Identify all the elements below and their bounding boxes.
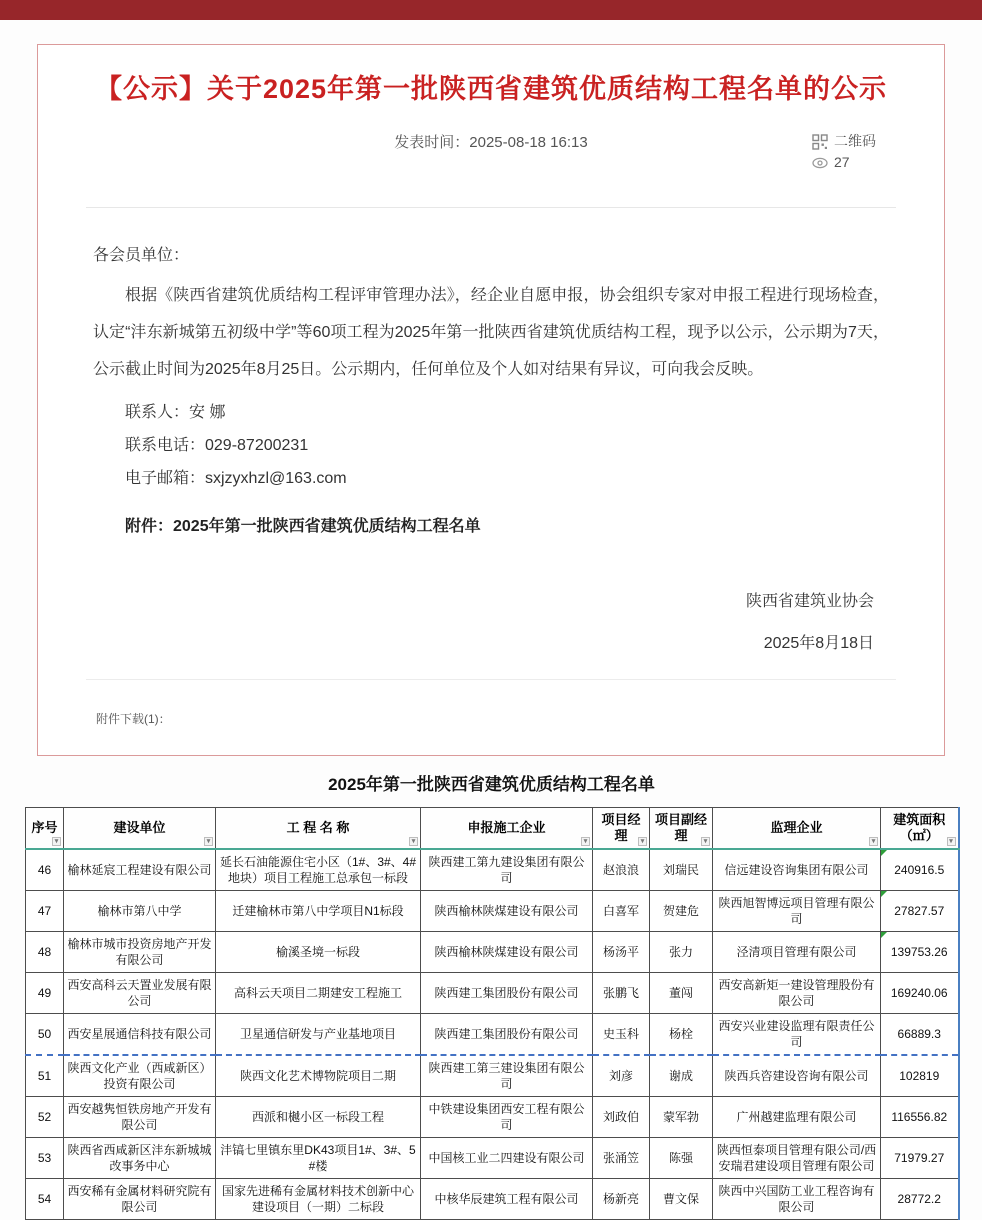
filter-dropdown-icon[interactable]: ▾ xyxy=(869,837,878,846)
cell-contractor: 陕西榆林陕煤建设有限公司 xyxy=(421,891,593,932)
announcement-paragraph: 根据《陕西省建筑优质结构工程评审管理办法》，经企业自愿申报，协会组织专家对申报工程进行现场检查，认定“沣东新城第五初级中学”等60项工程为2025年第一批陕西省建筑优质结构工程，现予以公示，公示期为7天，公示截止时间为2025年8月25日。公示期内，任何单位及个人如对结果有异议，可向我会反映。 xyxy=(93,287,889,378)
cell-owner: 榆林市城市投资房地产开发有限公司 xyxy=(64,932,216,973)
cell-project: 西派和樾小区一标段工程 xyxy=(216,1097,421,1138)
announcement-panel xyxy=(37,44,945,756)
table-header-row xyxy=(26,808,959,850)
header-manager: 项目经理 ▾ xyxy=(593,808,650,850)
filter-dropdown-icon[interactable]: ▾ xyxy=(52,837,61,846)
view-count: 27 xyxy=(834,154,850,170)
divider-top xyxy=(86,207,896,208)
cell-area: 102819 xyxy=(881,1055,959,1097)
cell-no: 50 xyxy=(26,1014,64,1056)
cell-contractor: 陕西建工第九建设集团有限公司 xyxy=(421,849,593,891)
cell-no: 51 xyxy=(26,1055,64,1097)
cell-owner: 陕西文化产业（西咸新区）投资有限公司 xyxy=(64,1055,216,1097)
cell-project: 延长石油能源住宅小区（1#、3#、4#地块）项目工程施工总承包一标段 xyxy=(216,849,421,891)
cell-deputy: 杨栓 xyxy=(650,1014,713,1056)
cell-no: 46 xyxy=(26,849,64,891)
signature-date: 2025年8月18日 xyxy=(763,635,874,652)
table-row xyxy=(26,1138,959,1179)
filter-dropdown-icon[interactable]: ▾ xyxy=(947,837,956,846)
cell-manager: 白喜军 xyxy=(593,891,650,932)
green-corner-flag xyxy=(881,932,887,938)
signature-block xyxy=(38,588,944,653)
cell-deputy: 张力 xyxy=(650,932,713,973)
filter-dropdown-icon[interactable]: ▾ xyxy=(581,837,590,846)
filter-dropdown-icon[interactable]: ▾ xyxy=(204,837,213,846)
cell-manager: 赵浪浪 xyxy=(593,849,650,891)
qr-code-row[interactable] xyxy=(812,131,876,152)
cell-supervisor: 西安高新矩一建设管理股份有限公司 xyxy=(713,973,881,1014)
header-project: 工 程 名 称 ▾ xyxy=(216,808,421,850)
cell-area: 169240.06 xyxy=(881,973,959,1014)
table-row xyxy=(26,1179,959,1220)
filter-dropdown-icon[interactable]: ▾ xyxy=(409,837,418,846)
cell-manager: 杨汤平 xyxy=(593,932,650,973)
cell-contractor: 陕西建工集团股份有限公司 xyxy=(421,973,593,1014)
contact-person: 联系人：安 娜 xyxy=(125,404,226,421)
cell-owner: 榆林延宸工程建设有限公司 xyxy=(64,849,216,891)
meta-row xyxy=(38,133,944,181)
attachment-sheet xyxy=(25,770,958,1220)
cell-contractor: 中铁建设集团西安工程有限公司 xyxy=(421,1097,593,1138)
cell-deputy: 陈强 xyxy=(650,1138,713,1179)
cell-supervisor: 陕西兵咨建设咨询有限公司 xyxy=(713,1055,881,1097)
cell-supervisor: 陕西中兴国防工业工程咨询有限公司 xyxy=(713,1179,881,1220)
table-row xyxy=(26,932,959,973)
cell-owner: 西安高科云天置业发展有限公司 xyxy=(64,973,216,1014)
cell-contractor: 中核华辰建筑工程有限公司 xyxy=(421,1179,593,1220)
project-table-body xyxy=(26,849,959,1220)
header-supervisor: 监理企业 ▾ xyxy=(713,808,881,850)
cell-supervisor: 陕西旭智博远项目管理有限公司 xyxy=(713,891,881,932)
cell-owner: 西安越隽恒铁房地产开发有限公司 xyxy=(64,1097,216,1138)
top-red-bar xyxy=(0,0,982,20)
header-no: 序号 ▾ xyxy=(26,808,64,850)
publish-time: 发表时间：2025-08-18 16:13 xyxy=(394,134,588,151)
cell-project: 国家先进稀有金属材料技术创新中心建设项目（一期）二标段 xyxy=(216,1179,421,1220)
cell-supervisor: 泾清项目管理有限公司 xyxy=(713,932,881,973)
cell-area: 66889.3 xyxy=(881,1014,959,1056)
signature-org: 陕西省建筑业协会 xyxy=(745,593,874,610)
cell-contractor: 陕西榆林陕煤建设有限公司 xyxy=(421,932,593,973)
cell-area: 240916.5 xyxy=(881,849,959,891)
attachment-line: 附件：2025年第一批陕西省建筑优质结构工程名单 xyxy=(125,518,481,535)
table-row xyxy=(26,891,959,932)
attachment-download-label[interactable]: 附件下载(1)： xyxy=(96,712,171,726)
eye-icon xyxy=(812,157,828,169)
table-row xyxy=(26,1097,959,1138)
cell-owner: 西安星展通信科技有限公司 xyxy=(64,1014,216,1056)
table-row xyxy=(26,1055,959,1097)
cell-manager: 史玉科 xyxy=(593,1014,650,1056)
cell-deputy: 谢成 xyxy=(650,1055,713,1097)
contact-email: 电子邮箱：sxjzyxhzl@163.com xyxy=(125,470,347,487)
cell-deputy: 贺建危 xyxy=(650,891,713,932)
cell-project: 迁建榆林市第八中学项目N1标段 xyxy=(216,891,421,932)
cell-project: 沣镐七里镇东里DK43项目1#、3#、5#楼 xyxy=(216,1138,421,1179)
cell-project: 高科云天项目二期建安工程施工 xyxy=(216,973,421,1014)
cell-area: 27827.57 xyxy=(881,891,959,932)
cell-no: 54 xyxy=(26,1179,64,1220)
table-row xyxy=(26,1014,959,1056)
cell-contractor: 陕西建工集团股份有限公司 xyxy=(421,1014,593,1056)
cell-area: 28772.2 xyxy=(881,1179,959,1220)
cell-project: 卫星通信研发与产业基地项目 xyxy=(216,1014,421,1056)
table-row xyxy=(26,973,959,1014)
project-table xyxy=(25,807,960,1220)
cell-manager: 刘彦 xyxy=(593,1055,650,1097)
filter-dropdown-icon[interactable]: ▾ xyxy=(701,837,710,846)
cell-no: 48 xyxy=(26,932,64,973)
qr-code-label: 二维码 xyxy=(834,133,876,149)
cell-no: 49 xyxy=(26,973,64,1014)
qr-code-icon xyxy=(812,134,828,150)
cell-project: 榆溪圣境一标段 xyxy=(216,932,421,973)
cell-deputy: 刘瑞民 xyxy=(650,849,713,891)
cell-project: 陕西文化艺术博物院项目二期 xyxy=(216,1055,421,1097)
announcement-body xyxy=(38,242,944,536)
cell-supervisor: 广州越建监理有限公司 xyxy=(713,1097,881,1138)
cell-manager: 杨新亮 xyxy=(593,1179,650,1220)
cell-manager: 刘政伯 xyxy=(593,1097,650,1138)
cell-manager: 张涌笠 xyxy=(593,1138,650,1179)
view-count-row xyxy=(812,152,876,173)
cell-supervisor: 陕西恒泰项目管理有限公司/西安瑞君建设项目管理有限公司 xyxy=(713,1138,881,1179)
table-row xyxy=(26,849,959,891)
cell-area: 139753.26 xyxy=(881,932,959,973)
contact-phone: 联系电话：029-87200231 xyxy=(125,437,309,454)
cell-owner: 西安稀有金属材料研究院有限公司 xyxy=(64,1179,216,1220)
header-area: 建筑面积（㎡） ▾ xyxy=(881,808,959,850)
table-title: 2025年第一批陕西省建筑优质结构工程名单 xyxy=(328,775,655,794)
green-corner-flag xyxy=(881,850,887,856)
green-corner-flag xyxy=(881,891,887,897)
header-contractor: 申报施工企业 ▾ xyxy=(421,808,593,850)
meta-side xyxy=(812,131,876,173)
header-deputy: 项目副经理 ▾ xyxy=(650,808,713,850)
cell-no: 47 xyxy=(26,891,64,932)
cell-contractor: 中国核工业二四建设有限公司 xyxy=(421,1138,593,1179)
salutation: 各会员单位： xyxy=(93,247,190,264)
cell-deputy: 董闯 xyxy=(650,973,713,1014)
cell-owner: 榆林市第八中学 xyxy=(64,891,216,932)
header-owner: 建设单位 ▾ xyxy=(64,808,216,850)
cell-area: 116556.82 xyxy=(881,1097,959,1138)
filter-dropdown-icon[interactable]: ▾ xyxy=(638,837,647,846)
cell-deputy: 蒙军勃 xyxy=(650,1097,713,1138)
cell-area: 71979.27 xyxy=(881,1138,959,1179)
cell-manager: 张鹏飞 xyxy=(593,973,650,1014)
divider-bottom xyxy=(86,679,896,680)
cell-supervisor: 信远建设咨询集团有限公司 xyxy=(713,849,881,891)
cell-contractor: 陕西建工第三建设集团有限公司 xyxy=(421,1055,593,1097)
cell-deputy: 曹文保 xyxy=(650,1179,713,1220)
cell-no: 53 xyxy=(26,1138,64,1179)
cell-no: 52 xyxy=(26,1097,64,1138)
page-title: 【公示】关于2025年第一批陕西省建筑优质结构工程名单的公示 xyxy=(94,74,888,104)
cell-supervisor: 西安兴业建设监理有限责任公司 xyxy=(713,1014,881,1056)
cell-owner: 陕西省西咸新区沣东新城城改事务中心 xyxy=(64,1138,216,1179)
